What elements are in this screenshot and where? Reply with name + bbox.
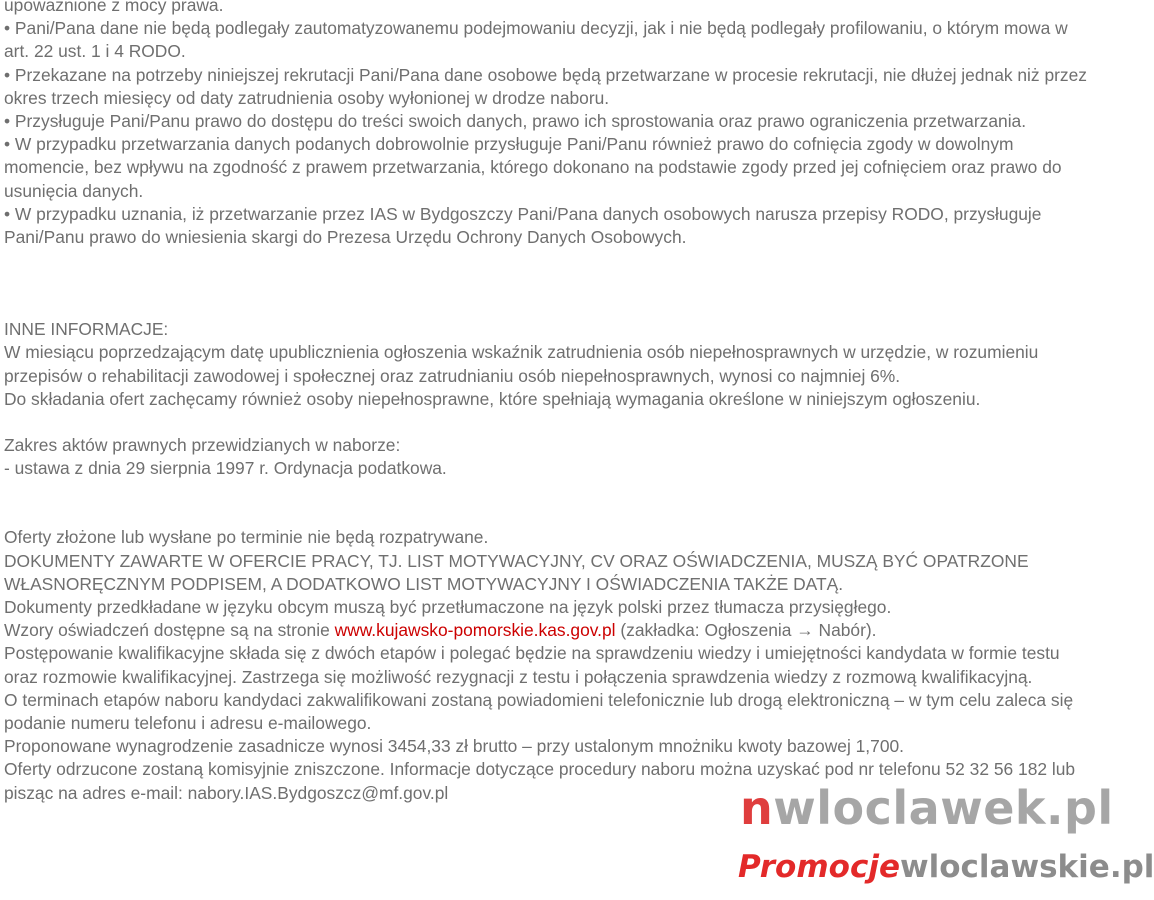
qualification-procedure: Postępowanie kwalifikacyjne składa się z dwóch etapów i polegać będzie na sprawdzeniu wiedzy i umiejętności kandydata w formie testu oraz rozmowie kwalifikacyjnej. Zastrzega się możliwość rezygnacji z testu i połączenia sprawdzenia wiedzy z rozmową kwalifikacyjną. [4, 643, 1060, 687]
legal-acts-intro: Zakres aktów prawnych przewidzianych w naborze: [4, 435, 401, 456]
section-heading: INNE INFORMACJE: [4, 319, 169, 340]
forms-availability [4, 619, 1090, 642]
site-watermark: nwloclawek.pl [740, 781, 1114, 835]
spacer [4, 480, 1090, 503]
rodo-bullet-retention: • Przekazane na potrzeby niniejszej rekrutacji Pani/Pana dane osobowe będą przetwarzane w procesie rekrutacji, nie dłużej jednak niż przez okres trzech miesięcy od daty zatrudnienia osoby wyłonionej w drodze naboru. [4, 64, 1087, 108]
encouragement-paragraph: Do składania ofert zachęcamy również osoby niepełnosprawne, które spełniają wymagania określone w niniejszym ogłoszeniu. [4, 388, 981, 409]
kas-website-link[interactable]: www.kujawsko-pomorskie.kas.gov.pl [334, 620, 616, 641]
rodo-bullet-access: • Przysługuje Pani/Panu prawo do dostępu do treści swoich danych, prawo ich sprostowania oraz prawo ograniczenia przetwarzania. [4, 111, 1027, 132]
rodo-line: upoważnione z mocy prawa. [4, 0, 224, 15]
spacer [4, 249, 1090, 295]
late-offers-note: Oferty złożone lub wysłane po terminie nie będą rozpatrywane. [4, 527, 489, 548]
document-body [4, 0, 1090, 805]
signature-requirement: DOKUMENTY ZAWARTE W OFERCIE PRACY, TJ. LIST MOTYWACYJNY, CV ORAZ OŚWIADCZENIA, MUSZĄ BYĆ OPATRZONE WŁASNORĘCZNYM PODPISEM, A DODATKOWO LIST MOTYWACYJNY I OŚWIADCZENIA TAKŻE DATĄ. [4, 550, 1029, 594]
translation-requirement: Dokumenty przedkładane w języku obcym muszą być przetłumaczone na język polski przez tłumacza przysięgłego. [4, 597, 892, 618]
spacer [4, 411, 1090, 434]
spacer [4, 295, 1090, 318]
forms-tab-hint: (zakładka: Ogłoszenia → Nabór). [615, 620, 877, 641]
rodo-bullet-automated: • Pani/Pana dane nie będą podlegały zautomatyzowanemu podejmowaniu decyzji, jak i nie będą podlegały profilowaniu, o którym mowa w art. 22 ust. 1 i 4 RODO. [4, 18, 1068, 62]
notification-info: O terminach etapów naboru kandydaci zakwalifikowani zostaną powiadomieni telefonicznie lub drogą elektroniczną – w tym celu zaleca się podanie numeru telefonu i adresu e-mailowego. [4, 689, 1074, 734]
legal-act-item: - ustawa z dnia 29 sierpnia 1997 r. Ordynacja podatkowa. [4, 458, 447, 479]
rodo-bullet-complaint: • W przypadku uznania, iż przetwarzanie przez IAS w Bydgoszczy Pani/Pana danych osobowych narusza przepisy RODO, przysługuje Pani/Panu prawo do wniesienia skargi do Prezesa Urzędu Ochrony Danych Osobowych. [4, 203, 1042, 248]
promo-watermark: Promocjewloclawskie.pl [738, 849, 1154, 885]
forms-text: Wzory oświadczeń dostępne są na stronie [4, 620, 335, 641]
rodo-bullet-consent: • W przypadku przetwarzania danych podanych dobrowolnie przysługuje Pani/Panu również prawo do cofnięcia zgody w dowolnym momencie, bez wpływu na zgodność z prawem przetwarzania, którego dokonano na podstawie zgody przed jej cofnięciem oraz prawo do usunięcia danych. [4, 134, 1062, 201]
disability-rate-paragraph: W miesiącu poprzedzającym datę upublicznienia ogłoszenia wskaźnik zatrudnienia osób niepełnosprawnych w urzędzie, w rozumieniu przepisów o rehabilitacji zawodowej i społecznej oraz zatrudnianiu osób niepełnosprawnych, wynosi co najmniej 6%. [4, 342, 1039, 386]
spacer [4, 503, 1090, 526]
salary-info: Proponowane wynagrodzenie zasadnicze wynosi 3454,33 zł brutto – przy ustalonym mnożniku kwoty bazowej 1,700. [4, 736, 904, 757]
contact-info: Oferty odrzucone zostaną komisyjnie zniszczone. Informacje dotyczące procedury naboru można uzyskać pod nr telefonu 52 32 56 182 lub pisząc na adres e-mail: nabory.IAS.Bydgoszcz@mf.gov.pl [4, 759, 1076, 803]
